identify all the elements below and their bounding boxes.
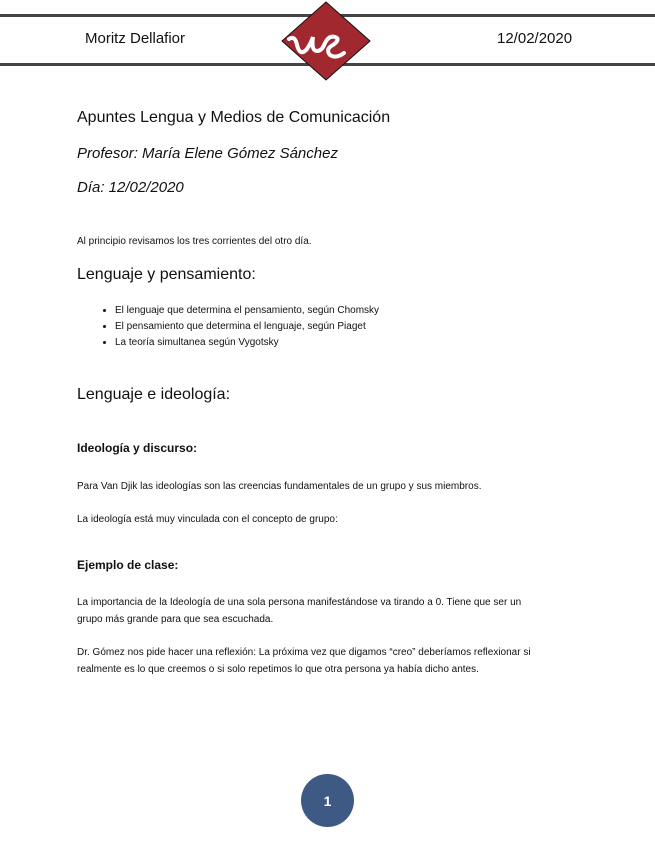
paragraph: La importancia de la Ideología de una sola persona manifestándose va tirando a 0. Tiene que ser un — [77, 597, 522, 608]
subheading-ejemplo-clase: Ejemplo de clase: — [77, 558, 179, 572]
university-logo — [281, 1, 371, 81]
theories-list — [77, 303, 379, 351]
paragraph: La ideología está muy vinculada con el concepto de grupo: — [77, 514, 338, 525]
paragraph: grupo más grande para que sea escuchada. — [77, 614, 274, 625]
list-item: • El lenguaje que determina el pensamiento, según Chomsky — [115, 303, 379, 319]
header-date: 12/02/2020 — [497, 30, 573, 47]
paragraph: Dr. Gómez nos pide hacer una reflexión: La próxima vez que digamos “creo” deberíamos reflexionar si — [77, 647, 531, 658]
day-line: Día: 12/02/2020 — [77, 179, 184, 196]
document-title: Apuntes Lengua y Medios de Comunicación — [77, 109, 391, 126]
professor-line: Profesor: María Elene Gómez Sánchez — [77, 145, 338, 162]
section-heading-lenguaje-pensamiento: Lenguaje y pensamiento: — [77, 266, 256, 283]
paragraph: realmente es lo que creemos o si solo repetimos lo que otra persona ya había dicho antes. — [77, 664, 479, 675]
list-item: • La teoría simultanea según Vygotsky — [115, 335, 379, 351]
intro-paragraph: Al principio revisamos los tres corrientes del otro día. — [77, 236, 312, 247]
list-item: • El pensamiento que determina el lenguaje, según Piaget — [115, 319, 379, 335]
subheading-ideologia-discurso: Ideología y discurso: — [77, 441, 198, 455]
page-number-badge: 1 — [301, 774, 354, 827]
paragraph: Para Van Djik las ideologías son las creencias fundamentales de un grupo y sus miembros. — [77, 481, 482, 492]
section-heading-lenguaje-ideologia: Lenguaje e ideología: — [77, 386, 231, 403]
header-author: Moritz Dellafior — [85, 30, 186, 47]
